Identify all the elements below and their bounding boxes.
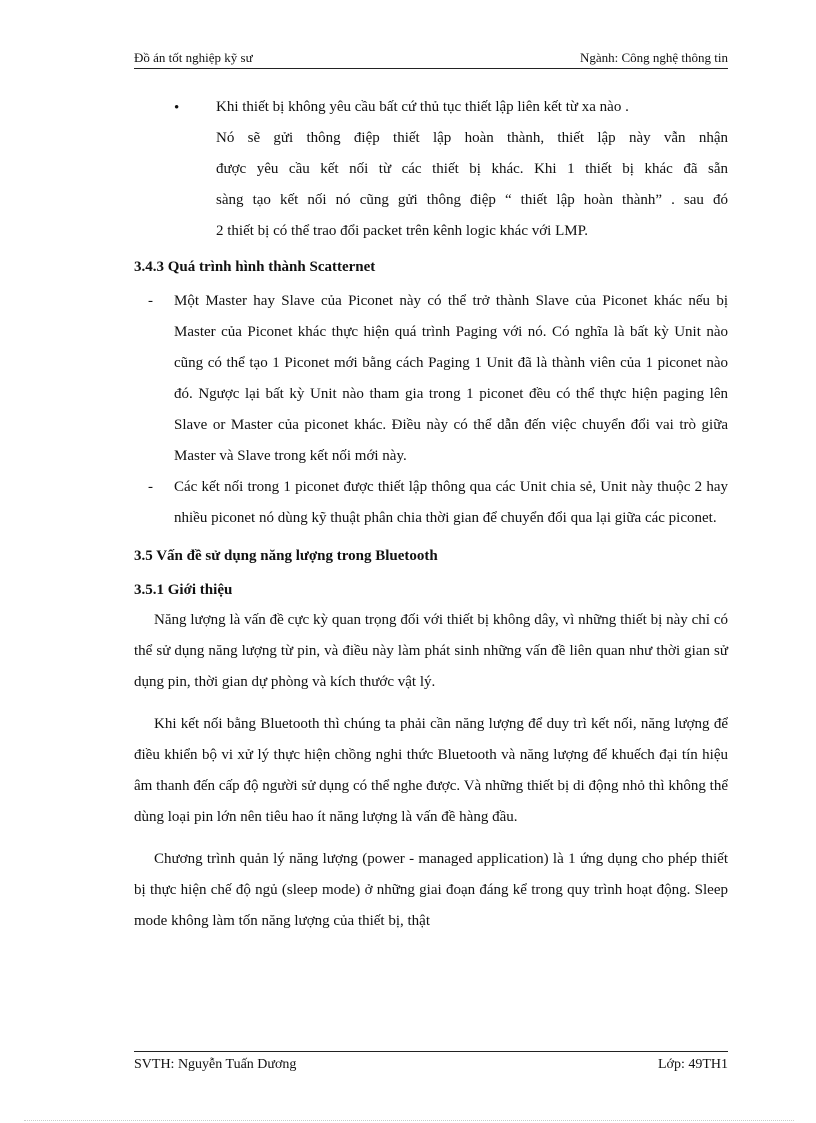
bullet-line: sàng tạo kết nối nó cũng gửi thông điệp “ thiết lập hoàn thành” . sau đó: [216, 192, 728, 208]
bullet-line: Khi thiết bị không yêu cầu bất cứ thủ tục thiết lập liên kết từ xa nào .: [216, 99, 629, 115]
page-bottom-edge: [24, 1120, 794, 1121]
paragraph: Năng lượng là vấn đề cực kỳ quan trọng đối với thiết bị không dây, vì những thiết bị này chỉ có thể sử dụng năng lượng từ pin, và điều này làm phát sinh những vấn đề liên quan như thời gian sử dụng pin, thời gian dự phòng và kích thước vật lý.: [134, 612, 728, 690]
bullet-line: được yêu cầu kết nối từ các thiết bị khác. Khi 1 thiết bị khác đã sẵn: [216, 161, 728, 177]
page-content: [134, 92, 728, 937]
bullet-line: Nó sẽ gửi thông điệp thiết lập hoàn thành, thiết lập này vẫn nhận: [216, 130, 728, 146]
list-item: [134, 286, 728, 472]
paragraph: Chương trình quản lý năng lượng (power - managed application) là 1 ứng dụng cho phép thiết bị thực hiện chế độ ngủ (sleep mode) ở những giai đoạn đáng kể trong quy trình hoạt động. Sleep mode không làm tốn năng lượng của thiết bị, thật: [134, 851, 728, 929]
list-item-text: Các kết nối trong 1 piconet được thiết lập thông qua các Unit chia sẻ, Unit này thuộc 2 hay nhiều piconet nó dùng kỹ thuật phân chia thời gian để chuyển đổi qua lại giữa các piconet.: [174, 479, 728, 526]
page-header: [134, 50, 728, 69]
footer-class: Lớp: 49TH1: [657, 1057, 728, 1072]
section-heading-3-4-3: 3.4.3 Quá trình hình thành Scatternet: [134, 259, 376, 275]
footer-student: SVTH: Nguyễn Tuấn Dương: [134, 1057, 297, 1072]
header-thesis-title: Đồ án tốt nghiệp kỹ sư: [134, 50, 253, 65]
dash-marker: -: [148, 479, 153, 495]
footer-divider: [134, 1051, 728, 1052]
list-item-text: Một Master hay Slave của Piconet này có thể trở thành Slave của Piconet khác nếu bị Master của Piconet khác thực hiện quá trình Paging với nó. Có nghĩa là bất kỳ Unit nào cũng có thể tạo 1 Piconet mới bằng cách Paging 1 Unit đã là thành viên của 1 piconet nào đó. Ngược lại bất kỳ Unit nào tham gia trong 1 piconet đều có thể thực hiện paging lên Slave or Master của piconet khác. Điều này có thể dẫn đến việc chuyển đổi vai trò giữa Master và Slave trong kết nối mới này.: [174, 293, 728, 464]
bullet-icon: •: [174, 100, 180, 116]
bullet-item: [134, 92, 728, 247]
section-heading-3-5-1: 3.5.1 Giới thiệu: [134, 582, 233, 598]
list-item: [134, 472, 728, 534]
bullet-line: 2 thiết bị có thể trao đổi packet trên kênh logic khác với LMP.: [216, 223, 589, 239]
page-footer: [134, 1057, 728, 1077]
paragraph: Khi kết nối bằng Bluetooth thì chúng ta phải cần năng lượng để duy trì kết nối, năng lượng để điều khiển bộ vi xử lý thực hiện chồng nghi thức Bluetooth và năng lượng để khuếch đại tín hiệu âm thanh đến cấp độ người sử dụng có thể nghe được. Và những thiết bị di động nhỏ thì không thể dùng loại pin lớn nên tiêu hao ít năng lượng là vấn đề hàng đầu.: [134, 716, 728, 825]
header-major: Ngành: Công nghệ thông tin: [579, 50, 728, 65]
section-heading-3-5: 3.5 Vấn đề sử dụng năng lượng trong Bluetooth: [134, 548, 438, 564]
dash-marker: -: [148, 293, 153, 309]
